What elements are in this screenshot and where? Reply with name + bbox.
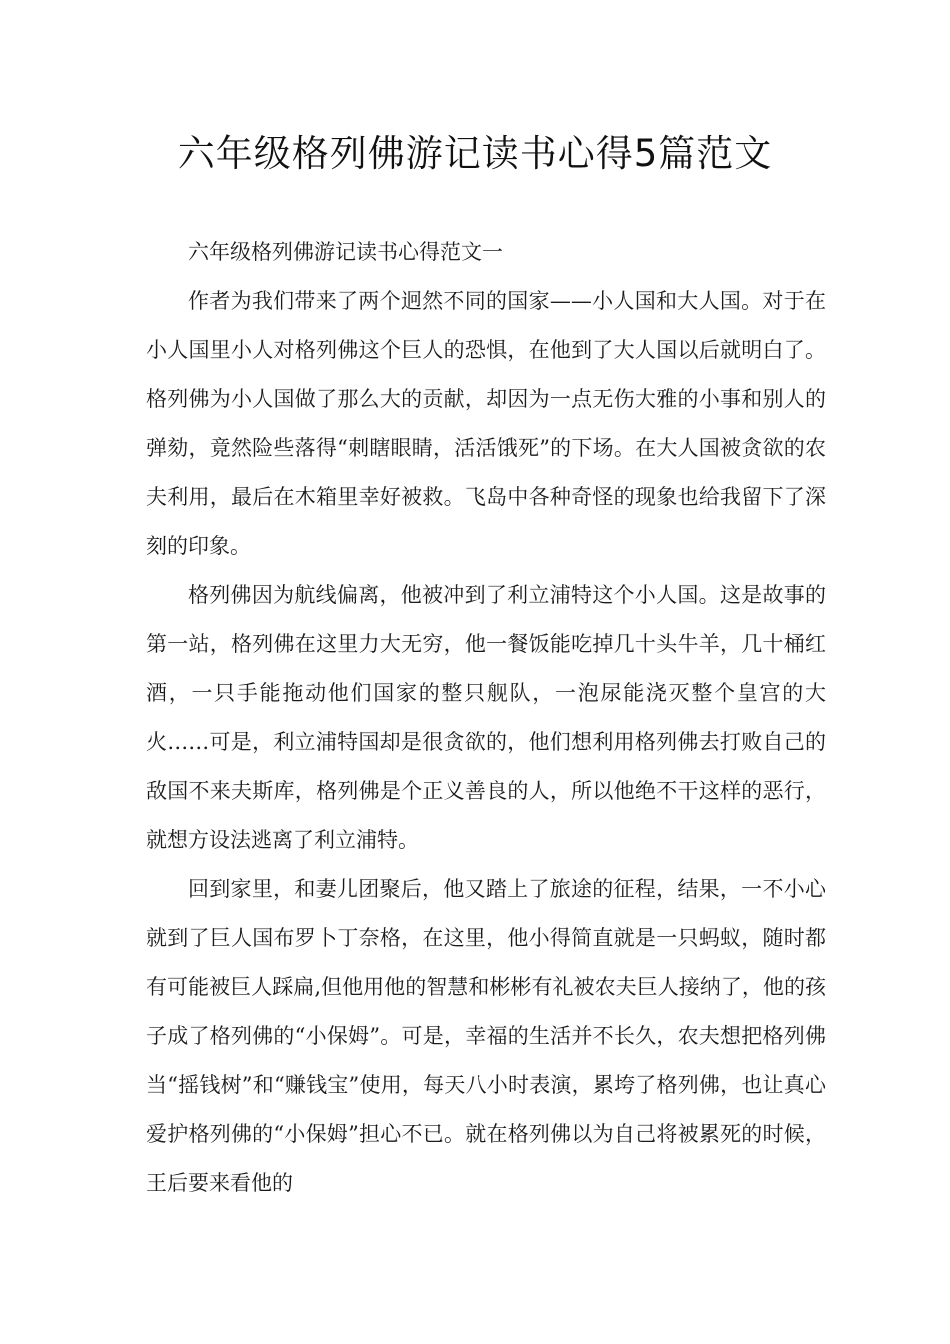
document-body — [146, 228, 826, 1208]
document-title: 六年级格列佛游记读书心得5篇范文 — [177, 132, 773, 175]
paragraph-3: 回到家里，和妻儿团聚后，他又踏上了旅途的征程，结果，一不小心就到了巨人国布罗卜丁奈格，在这里，他小得简直就是一只蚂蚁，随时都有可能被巨人踩扁,但他用他的智慧和彬彬有礼被农夫巨人接纳了，他的孩子成了格列佛的“小保姆”。可是，幸福的生活并不长久，农夫想把格列佛当“摇钱树”和“赚钱宝”使用，每天八小时表演，累垮了格列佛，也让真心爱护格列佛的“小保姆”担心不已。就在格列佛以为自己将被累死的时候，王后要来看他的 — [146, 877, 826, 1195]
paragraph-2: 格列佛因为航线偏离，他被冲到了利立浦特这个小人国。这是故事的第一站，格列佛在这里力大无穷，他一餐饭能吃掉几十头牛羊，几十桶红酒，一只手能拖动他们国家的整只舰队，一泡尿能浇灭整个皇宫的大火……可是，利立浦特国却是很贪欲的，他们想利用格列佛去打败自己的敌国不来夫斯库，格列佛是个正义善良的人，所以他绝不干这样的恶行，就想方设法逃离了利立浦特。 — [146, 583, 826, 852]
paragraph-1: 作者为我们带来了两个迥然不同的国家——小人国和大人国。对于在小人国里小人对格列佛这个巨人的恐惧，在他到了大人国以后就明白了。格列佛为小人国做了那么大的贡献，却因为一点无伤大雅的小事和别人的弹劾，竟然险些落得“刺瞎眼睛，活活饿死”的下场。在大人国被贪欲的农夫利用，最后在木箱里幸好被救。飞岛中各种奇怪的现象也给我留下了深刻的印象。 — [146, 289, 826, 558]
section-heading: 六年级格列佛游记读书心得范文一 — [188, 240, 503, 264]
